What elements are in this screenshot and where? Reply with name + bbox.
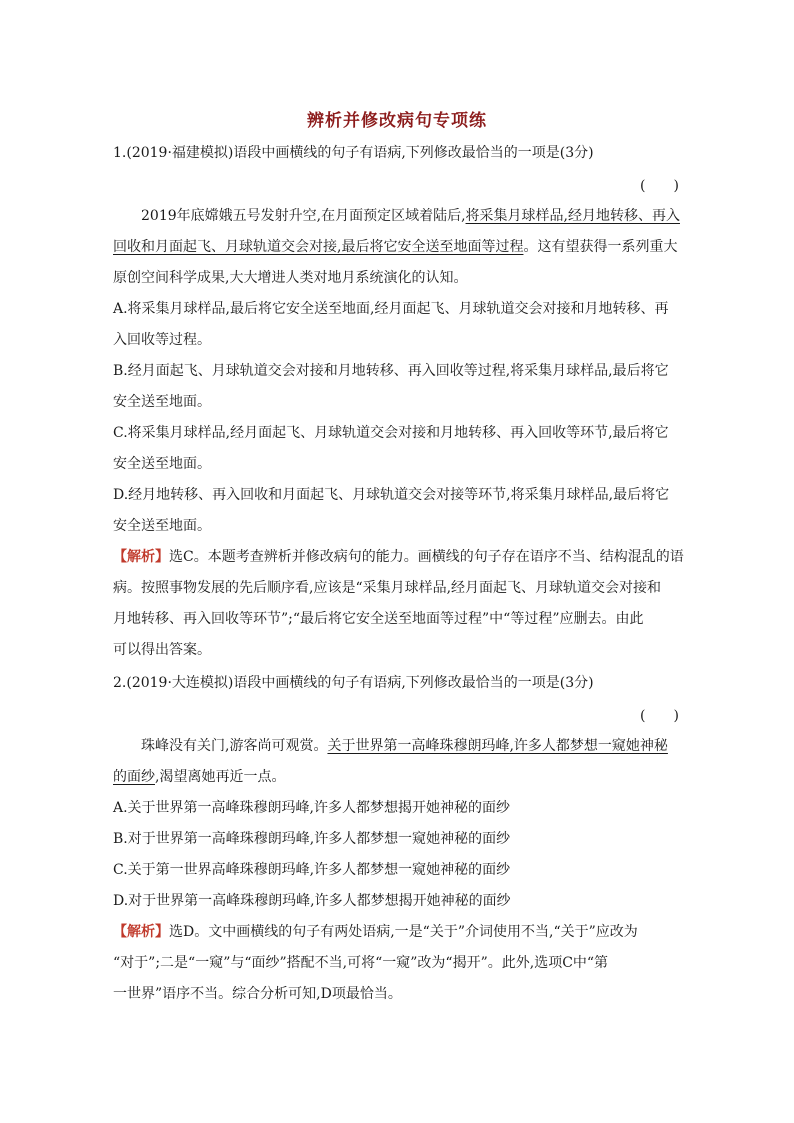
question-2-analysis: 【解析】选D。文中画横线的句子有两处语病,一是“关于”介词使用不当,“关于”应改为 <box>113 924 638 940</box>
question-1-analysis: 【解析】选C。本题考查辨析并修改病句的能力。画横线的句子存在语序不当、结构混乱的语 <box>113 549 684 565</box>
question-1-passage-line-3: 原创空间科学成果,大大增进人类对地月系统演化的认知。 <box>113 270 468 286</box>
question-1-analysis-line-2: 病。按照事物发展的先后顺序看,应该是“采集月球样品,经月面起飞、月球轨道交会对接和 <box>113 580 662 596</box>
question-1-passage-line-2: 回收和月面起飞、月球轨道交会对接,最后将它安全送至地面等过程。这有望获得一系列重大 <box>113 239 678 255</box>
underlined-sentence: 的面纱 <box>113 769 155 785</box>
underlined-sentence: 回收和月面起飞、月球轨道交会对接,最后将它安全送至地面等过程 <box>113 239 524 255</box>
underlined-sentence: 关于世界第一高峰珠穆朗玛峰,许多人都梦想一窥她神秘 <box>327 738 668 754</box>
question-1-analysis-line-3: 月地转移、再入回收等环节”;“最后将它安全送至地面等过程”中“等过程”应删去。由此 <box>113 611 644 627</box>
question-2-passage-line-2: 的面纱,渴望离她再近一点。 <box>113 769 286 785</box>
option-b-cont: 安全送至地面。 <box>113 394 211 410</box>
option-c: C.关于第一世界高峰珠穆朗玛峰,许多人都梦想一窥她神秘的面纱 <box>113 862 511 878</box>
option-a-cont: 入回收等过程。 <box>113 332 211 348</box>
question-2-answer-blank: ( ) <box>640 708 679 724</box>
question-1-answer-blank: ( ) <box>640 178 679 194</box>
question-2-passage-line-1: 珠峰没有关门,游客尚可观赏。关于世界第一高峰珠穆朗玛峰,许多人都梦想一窥她神秘 <box>141 738 668 754</box>
question-1-passage-line-1: 2019年底嫦娥五号发射升空,在月面预定区域着陆后,将采集月球样品,经月地转移、再入 <box>141 208 680 224</box>
option-c-cont: 安全送至地面。 <box>113 456 211 472</box>
option-d-cont: 安全送至地面。 <box>113 518 211 534</box>
option-b: B.经月面起飞、月球轨道交会对接和月地转移、再入回收等过程,将采集月球样品,最后将它 <box>113 363 669 379</box>
question-2-stem: 2.(2019·大连模拟)语段中画横线的句子有语病,下列修改最恰当的一项是(3分) <box>113 675 594 691</box>
option-d: D.对于世界第一高峰珠穆朗玛峰,许多人都梦想揭开她神秘的面纱 <box>113 893 511 909</box>
underlined-sentence: 将采集月球样品,经月地转移、再入 <box>465 208 680 224</box>
option-a: A.关于世界第一高峰珠穆朗玛峰,许多人都梦想揭开她神秘的面纱 <box>113 800 511 816</box>
option-c: C.将采集月球样品,经月面起飞、月球轨道交会对接和月地转移、再入回收等环节,最后将它 <box>113 425 669 441</box>
question-1-stem: 1.(2019·福建模拟)语段中画横线的句子有语病,下列修改最恰当的一项是(3分) <box>113 145 594 161</box>
question-1-analysis-line-4: 可以得出答案。 <box>113 642 211 658</box>
option-a: A.将采集月球样品,最后将它安全送至地面,经月面起飞、月球轨道交会对接和月地转移、再 <box>113 301 669 317</box>
analysis-tag: 【解析】 <box>113 924 169 940</box>
option-b: B.对于世界第一高峰珠穆朗玛峰,许多人都梦想一窥她神秘的面纱 <box>113 831 511 847</box>
analysis-tag: 【解析】 <box>113 549 169 565</box>
option-d: D.经月地转移、再入回收和月面起飞、月球轨道交会对接等环节,将采集月球样品,最后将它 <box>113 487 670 503</box>
question-2-analysis-line-3: 一世界”语序不当。综合分析可知,D项最恰当。 <box>113 986 402 1002</box>
page-title: 辨析并修改病句专项练 <box>307 111 487 131</box>
question-2-analysis-line-2: “对于”;二是“一窥”与“面纱”搭配不当,可将“一窥”改为“揭开”。此外,选项C中“第 <box>113 955 609 971</box>
